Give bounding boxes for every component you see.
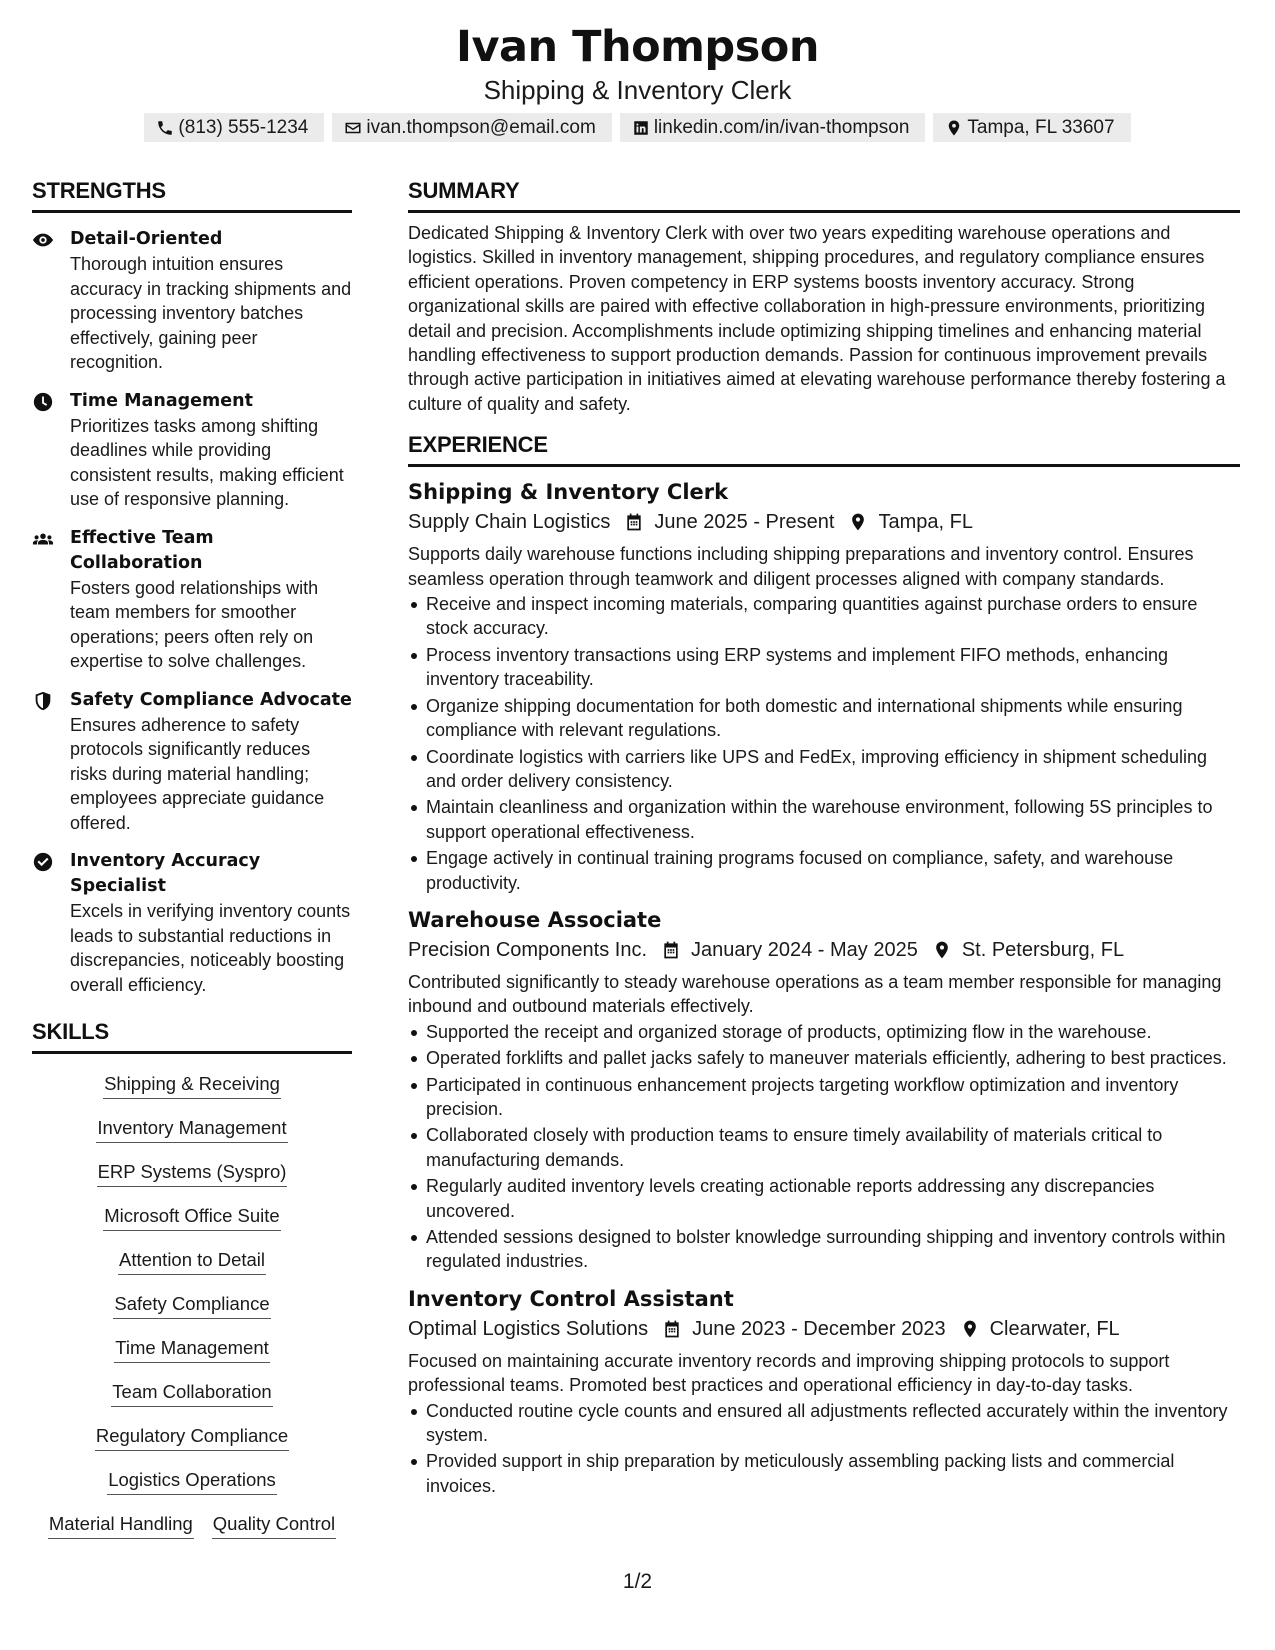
job-company: Optimal Logistics Solutions (408, 1317, 649, 1340)
bullet-item: Process inventory transactions using ERP systems and implement FIFO methods, enhancing inventory traceability. (408, 643, 1240, 692)
bullet-item: Engage actively in continual training programs focused on compliance, safety, and warehouse productivity. (408, 846, 1240, 895)
contact-email-text: ivan.thompson@email.com (366, 116, 596, 138)
job-title: Warehouse Associate (408, 907, 662, 932)
strengths-heading: STRENGTHS (32, 178, 352, 213)
job-company: Supply Chain Logistics (408, 511, 611, 534)
bullet-item: Provided support in ship preparation by meticulously assembling packing lists and commercial invoices. (408, 1449, 1240, 1498)
strength-title: Safety Compliance Advocate (70, 689, 352, 710)
skill-tag: ERP Systems (Syspro) (97, 1159, 288, 1187)
job-entry (408, 477, 1240, 895)
summary-text: Dedicated Shipping & Inventory Clerk with over two years expediting warehouse operations and logistics. Skilled in inventory management, shipping procedures, and regulatory compliance ensures efficient operations. Proven competency in ERP systems boosts inventory accuracy. Strong organizational skills are paired with effective collaboration in high-pressure environments, prioritizing detail and precision. Accomplishments include optimizing shipping timelines and enhancing material handling effectiveness to support production demands. Passion for continuous improvement prevails through active participation in initiatives aimed at elevating warehouse performance thereby fostering a culture of quality and safety. (408, 223, 1226, 414)
location-pin-icon (945, 119, 963, 137)
left-column (32, 178, 352, 1550)
job-meta (408, 935, 1240, 965)
skill-tag: Quality Control (212, 1511, 336, 1539)
bullet-item: Maintain cleanliness and organization within the warehouse environment, following 5S principles to support operational effectiveness. (408, 795, 1240, 844)
job-bullets (408, 592, 1240, 895)
skill-tag: Regulatory Compliance (95, 1423, 289, 1451)
strength-desc: Ensures adherence to safety protocols significantly reduces risks during material handling; employees appreciate guidance offered. (70, 714, 325, 833)
job-meta (408, 507, 1240, 537)
contact-email[interactable] (332, 113, 611, 142)
job-location: Tampa, FL (878, 511, 973, 534)
location-pin-icon (848, 512, 868, 532)
strength-item (32, 849, 352, 997)
envelope-icon (344, 119, 362, 137)
job-entry (408, 1284, 1240, 1498)
strength-title: Detail-Oriented (70, 229, 223, 249)
job-description: Focused on maintaining accurate inventory records and improving shipping protocols to support professional teams. Promoted best practices and operational efficiency in day-to-day tasks. (408, 1350, 1170, 1396)
contact-phone-text: (813) 555-1234 (178, 116, 309, 138)
contact-phone[interactable] (144, 113, 324, 142)
contact-bar (0, 113, 1275, 142)
job-company: Precision Components Inc. (408, 938, 648, 961)
linkedin-icon (632, 119, 650, 137)
shield-icon (32, 690, 54, 712)
skill-tag: Time Management (114, 1335, 270, 1363)
skills-heading: SKILLS (32, 1019, 352, 1054)
strength-title: Effective Team Collaboration (70, 527, 214, 573)
strength-item (32, 526, 352, 674)
job-dates: January 2024 - May 2025 (691, 938, 918, 961)
bullet-item: Organize shipping documentation for both domestic and international shipments while ensuring compliance with relevant regulations. (408, 694, 1240, 743)
job-title: Shipping & Inventory Clerk (408, 480, 729, 505)
bullet-item: Coordinate logistics with carriers like UPS and FedEx, improving efficiency in shipment scheduling and order delivery consistency. (408, 745, 1240, 794)
skill-tag: Material Handling (48, 1511, 194, 1539)
calendar-icon (661, 940, 681, 960)
right-column (408, 178, 1240, 1500)
job-location: St. Petersburg, FL (961, 938, 1125, 961)
job-location: Clearwater, FL (989, 1317, 1120, 1340)
job-entry (408, 905, 1240, 1274)
users-icon (32, 528, 54, 550)
job-dates: June 2023 - December 2023 (692, 1317, 946, 1340)
strength-desc: Fosters good relationships with team members for smoother operations; peers often rely on expertise to solve challenges. (70, 577, 319, 671)
summary-heading: SUMMARY (408, 178, 1240, 213)
phone-icon (156, 119, 174, 137)
clock-icon (32, 391, 54, 413)
job-dates: June 2025 - Present (654, 511, 835, 534)
calendar-icon (624, 512, 644, 532)
candidate-title: Shipping & Inventory Clerk (483, 75, 792, 105)
bullet-item: Regularly audited inventory levels creating actionable reports addressing any discrepancies uncovered. (408, 1174, 1240, 1223)
location-pin-icon (932, 940, 952, 960)
job-bullets (408, 1020, 1240, 1274)
strength-desc: Thorough intuition ensures accuracy in tracking shipments and processing inventory batches effectively, gaining peer recognition. (70, 254, 352, 372)
job-description: Supports daily warehouse functions including shipping preparations and inventory control. Ensures seamless operation through teamwork and diligent processes aligned with company standards. (408, 544, 1194, 589)
bullet-item: Participated in continuous enhancement projects targeting workflow optimization and inventory precision. (408, 1073, 1240, 1122)
skills-list (32, 1054, 352, 1550)
bullet-item: Conducted routine cycle counts and ensured all adjustments reflected accurately within the inventory system. (408, 1399, 1240, 1448)
skill-tag: Safety Compliance (113, 1291, 270, 1319)
experience-heading: EXPERIENCE (408, 432, 1240, 467)
page-number: 1/2 (622, 1570, 653, 1593)
bullet-item: Operated forklifts and pallet jacks safely to maneuver materials efficiently, adhering to best practices. (408, 1046, 1240, 1070)
strength-item (32, 389, 352, 512)
bullet-item: Receive and inspect incoming materials, comparing quantities against purchase orders to ensure stock accuracy. (408, 592, 1240, 641)
strength-desc: Prioritizes tasks among shifting deadlines while providing consistent results, making efficient use of responsive planning. (70, 415, 344, 509)
strength-title: Time Management (70, 390, 253, 411)
contact-linkedin-text: linkedin.com/in/ivan-thompson (653, 116, 910, 138)
strength-title: Inventory Accuracy Specialist (70, 851, 261, 896)
skill-tag: Attention to Detail (118, 1247, 266, 1275)
candidate-name: Ivan Thompson (456, 22, 819, 72)
skill-tag: Inventory Management (96, 1115, 287, 1143)
job-meta (408, 1314, 1240, 1344)
strength-item (32, 227, 352, 375)
job-description: Contributed significantly to steady warehouse operations as a team member responsible for managing inbound and outbound materials effectively. (408, 971, 1222, 1017)
bullet-item: Collaborated closely with production teams to ensure timely availability of materials critical to manufacturing demands. (408, 1123, 1240, 1172)
job-title: Inventory Control Assistant (408, 1286, 734, 1311)
contact-location (933, 113, 1130, 142)
contact-location-text: Tampa, FL 33607 (967, 116, 1115, 138)
eye-icon (32, 229, 54, 251)
bullet-item: Attended sessions designed to bolster knowledge surrounding shipping and inventory controls within regulated industries. (408, 1225, 1240, 1274)
skill-tag: Shipping & Receiving (103, 1071, 281, 1099)
bullet-item: Supported the receipt and organized storage of products, optimizing flow in the warehouse. (408, 1020, 1240, 1044)
strength-desc: Excels in verifying inventory counts leads to substantial reductions in discrepancies, noticeably boosting overall efficiency. (70, 901, 351, 995)
job-bullets (408, 1399, 1240, 1499)
location-pin-icon (960, 1319, 980, 1339)
skill-tag: Logistics Operations (107, 1467, 277, 1495)
strength-item (32, 688, 352, 836)
calendar-icon (662, 1319, 682, 1339)
check-circle-icon (32, 851, 54, 873)
skill-tag: Team Collaboration (111, 1379, 272, 1407)
skill-tag: Microsoft Office Suite (103, 1203, 280, 1231)
contact-linkedin[interactable] (620, 113, 926, 142)
